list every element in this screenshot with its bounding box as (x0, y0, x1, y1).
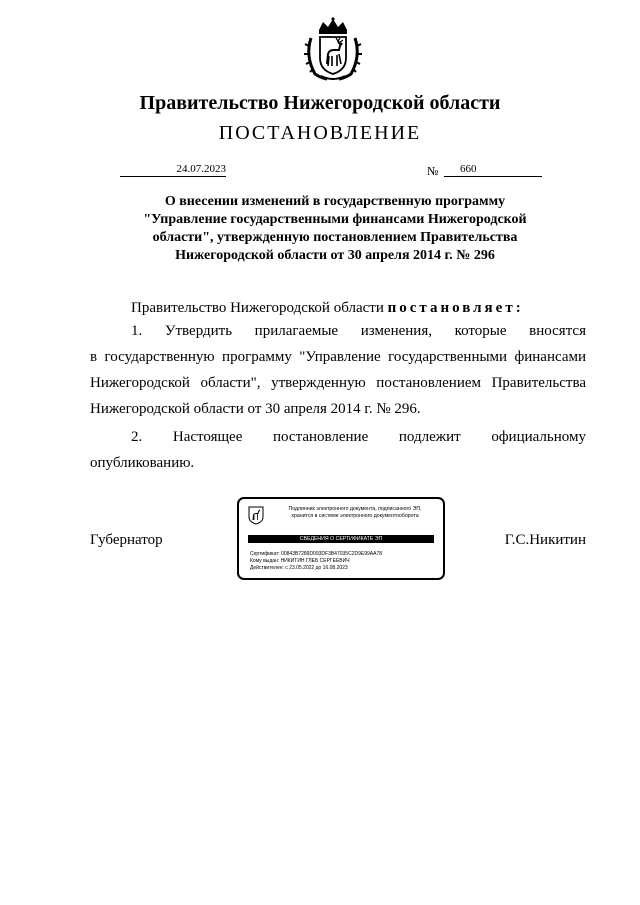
item-2-line: 2. Настоящее постановление подлежит официальному (131, 429, 586, 445)
stamp-certificate-id: Сертификат: 00843B7289D093DF3B47035C2D9E99AA78 (250, 551, 382, 557)
subject-line: Нижегородской области от 30 апреля 2014 г. № 296 (175, 248, 495, 263)
preamble (131, 300, 524, 317)
subject-line: "Управление государственными финансами Нижегородской (143, 212, 527, 227)
stamp-issued-to: Кому выдан: НИКИТИН ГЛЕБ СЕРГЕЕВИЧ (250, 558, 350, 564)
e-signature-stamp (237, 497, 445, 580)
item-1-line: Нижегородской области", утвержденную постановлением Правительства (90, 375, 586, 391)
signer-name: Г.С.Никитин (504, 532, 586, 548)
item-2 (90, 424, 586, 476)
item-2-line: опубликованию. (90, 455, 195, 471)
subject-line: О внесении изменений в государственную программу (164, 194, 506, 209)
stamp-notice-line: Подлинник электронного документа, подписанного ЭП, (288, 506, 422, 512)
subject-line: области", утвержденную постановлением Правительства (152, 230, 518, 245)
preamble-verb: постановляет: (387, 300, 524, 316)
stamp-notice (269, 506, 441, 520)
stamp-validity: Действителен: с 23.05.2022 до 16.08.2023 (250, 565, 348, 571)
preamble-text: Правительство Нижегородской области (131, 300, 388, 316)
stamp-certificate-title: СВЕДЕНИЯ О СЕРТИФИКАТЕ ЭП (248, 535, 434, 543)
stamp-notice-line: хранится в системе электронного документооборота (291, 513, 419, 519)
item-1-line: Нижегородской области от 30 апреля 2014 г. № 296. (90, 401, 421, 417)
coat-of-arms-icon (303, 16, 363, 82)
item-1-line: 1. Утвердить прилагаемые изменения, которые вносятся (131, 323, 586, 339)
government-name: Правительство Нижегородской области (139, 92, 501, 114)
document-number: 660 (444, 162, 542, 177)
item-1 (90, 318, 586, 422)
document-type: ПОСТАНОВЛЕНИЕ (218, 122, 422, 144)
item-1-line: в государственную программу "Управление государственными финансами (90, 349, 586, 365)
signer-position: Губернатор (90, 532, 163, 548)
document-date: 24.07.2023 (120, 162, 226, 177)
document-subject (100, 193, 570, 265)
stamp-coat-of-arms-icon (248, 505, 264, 525)
number-label: № (427, 164, 439, 178)
